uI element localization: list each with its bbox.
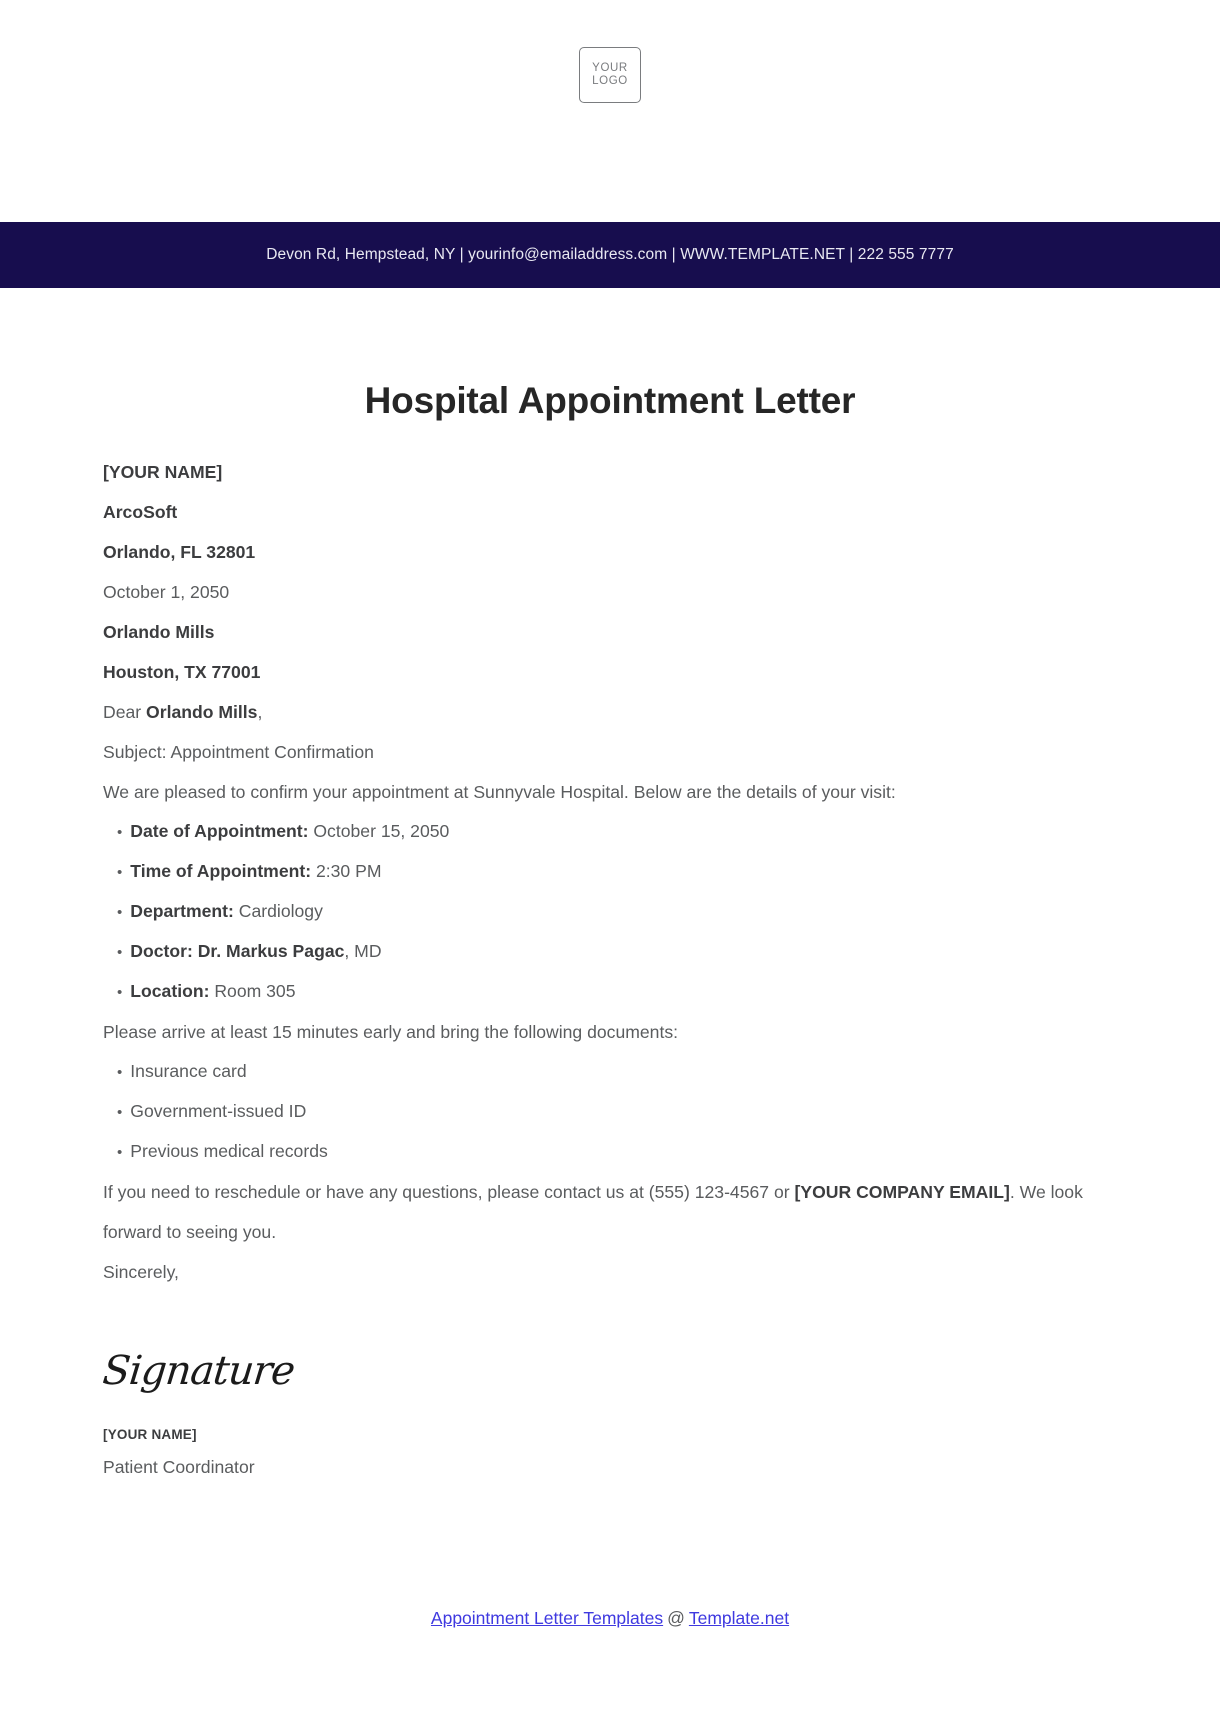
- closing-paragraph: [103, 1172, 1117, 1252]
- list-item: [103, 892, 1117, 932]
- signature-script: Signature: [100, 1348, 297, 1394]
- list-item: [103, 932, 1117, 972]
- footer-link-templates[interactable]: Appointment Letter Templates: [430, 1608, 664, 1628]
- sincerely-line: Sincerely,: [103, 1262, 179, 1282]
- intro-paragraph: We are pleased to confirm your appointment at Sunnyvale Hospital. Below are the details of your visit:: [103, 782, 896, 802]
- footer-link-templatenet[interactable]: Template.net: [688, 1608, 790, 1628]
- list-item: [103, 852, 1117, 892]
- list-item: • Government-issued ID: [103, 1092, 1117, 1132]
- header-contact-bar: [0, 222, 1220, 288]
- logo-line-1: YOUR: [592, 62, 628, 74]
- list-item: [103, 812, 1117, 852]
- detail-value: Cardiology: [238, 901, 323, 921]
- detail-label: Department:: [130, 901, 234, 921]
- salutation-name: Orlando Mills: [146, 702, 258, 722]
- list-item: [103, 972, 1117, 1012]
- closing-company-email: [YOUR COMPANY EMAIL]: [794, 1182, 1010, 1202]
- page-title: Hospital Appointment Letter: [364, 380, 856, 421]
- letter-date: October 1, 2050: [103, 582, 230, 602]
- closing-suffix: . We look forward to seeing you.: [103, 1182, 1083, 1242]
- recipient-name: Orlando Mills: [103, 622, 215, 642]
- list-item: • Previous medical records: [103, 1132, 1117, 1172]
- salutation-suffix: ,: [257, 702, 263, 722]
- detail-value: October 15, 2050: [313, 821, 450, 841]
- recipient-address: Houston, TX 77001: [103, 662, 261, 682]
- list-item: • Insurance card: [103, 1052, 1117, 1092]
- letter-body: [0, 288, 1220, 1486]
- closing-prefix: If you need to reschedule or have any questions, please contact us at (555) 123-4567 or: [103, 1182, 795, 1202]
- header-contact-text: Devon Rd, Hempstead, NY | yourinfo@emailaddress.com | WWW.TEMPLATE.NET | 222 555 7777: [266, 246, 954, 263]
- logo-line-2: LOGO: [592, 75, 628, 87]
- salutation: [103, 692, 1117, 732]
- detail-value: Room 305: [214, 981, 296, 1001]
- documents-intro: Please arrive at least 15 minutes early and bring the following documents:: [103, 1022, 679, 1042]
- detail-label: Date of Appointment:: [130, 821, 309, 841]
- detail-value: , MD: [344, 941, 382, 961]
- signer-name: [YOUR NAME]: [103, 1427, 197, 1442]
- detail-label: Time of Appointment:: [130, 861, 312, 881]
- detail-label: Doctor: Dr. Markus Pagac: [130, 941, 345, 961]
- sender-company: ArcoSoft: [103, 502, 178, 522]
- letter-content: [100, 452, 1117, 1486]
- detail-label: Location:: [130, 981, 210, 1001]
- logo-area: [0, 0, 1220, 222]
- footer-separator: @: [667, 1608, 685, 1628]
- sender-name: [YOUR NAME]: [103, 462, 223, 482]
- footer: [0, 1608, 1220, 1629]
- subject-line: Subject: Appointment Confirmation: [103, 742, 374, 762]
- salutation-prefix: Dear: [103, 702, 147, 722]
- sender-address: Orlando, FL 32801: [103, 542, 256, 562]
- signer-role: Patient Coordinator: [103, 1457, 255, 1477]
- your-logo-placeholder: [579, 47, 641, 103]
- detail-value: 2:30 PM: [315, 861, 382, 881]
